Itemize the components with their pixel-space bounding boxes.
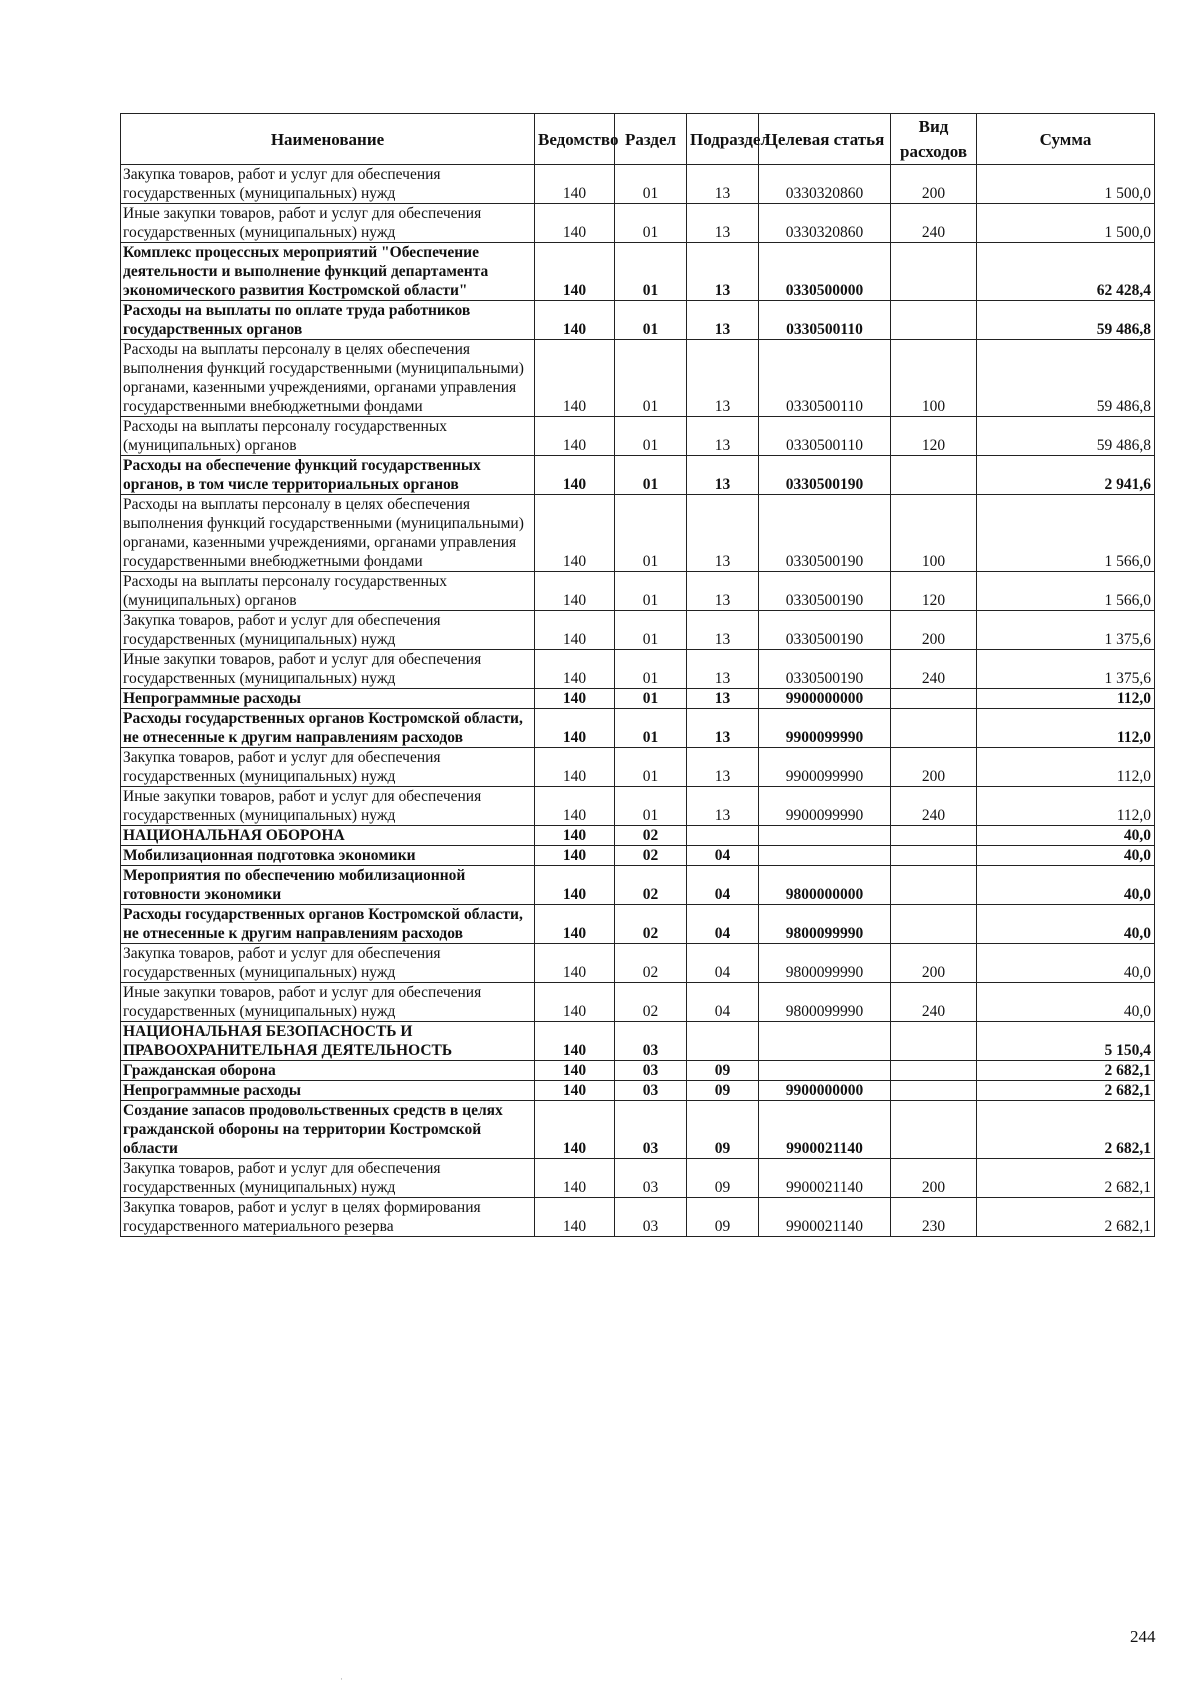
cell-section: 02 — [615, 866, 687, 905]
table-row — [121, 456, 1155, 495]
cell-subsection: 13 — [687, 787, 759, 826]
cell-kind — [891, 301, 977, 340]
cell-subsection: 04 — [687, 983, 759, 1022]
cell-subsection: 13 — [687, 495, 759, 572]
cell-target: 0330320860 — [759, 165, 891, 204]
cell-target — [759, 1061, 891, 1081]
cell-name: Расходы на обеспечение функций государственных органов, в том числе территориальных органов — [121, 456, 535, 495]
cell-target: 0330500110 — [759, 417, 891, 456]
cell-target: 0330320860 — [759, 204, 891, 243]
cell-section: 02 — [615, 846, 687, 866]
table-row — [121, 709, 1155, 748]
cell-kind: 200 — [891, 611, 977, 650]
cell-dept: 140 — [535, 1101, 615, 1159]
cell-dept: 140 — [535, 417, 615, 456]
cell-target: 9900021140 — [759, 1101, 891, 1159]
cell-sum: 1 375,6 — [977, 650, 1155, 689]
cell-dept: 140 — [535, 846, 615, 866]
cell-kind — [891, 456, 977, 495]
cell-target: 0330500190 — [759, 456, 891, 495]
cell-section: 02 — [615, 944, 687, 983]
cell-section: 01 — [615, 689, 687, 709]
cell-sum: 62 428,4 — [977, 243, 1155, 301]
cell-name: Расходы на выплаты персоналу государственных (муниципальных) органов — [121, 417, 535, 456]
cell-sum: 59 486,8 — [977, 340, 1155, 417]
budget-table — [120, 113, 1155, 1237]
cell-subsection: 13 — [687, 301, 759, 340]
cell-subsection: 09 — [687, 1159, 759, 1198]
cell-name: Закупка товаров, работ и услуг для обеспечения государственных (муниципальных) нужд — [121, 611, 535, 650]
cell-section: 01 — [615, 495, 687, 572]
cell-subsection: 13 — [687, 611, 759, 650]
cell-kind: 240 — [891, 650, 977, 689]
cell-sum: 40,0 — [977, 866, 1155, 905]
table-row — [121, 1022, 1155, 1061]
cell-dept: 140 — [535, 866, 615, 905]
cell-sum: 2 682,1 — [977, 1101, 1155, 1159]
table-row — [121, 1198, 1155, 1237]
cell-target: 0330500190 — [759, 611, 891, 650]
cell-dept: 140 — [535, 1198, 615, 1237]
header-sum: Сумма — [977, 114, 1155, 165]
table-row — [121, 866, 1155, 905]
cell-section: 01 — [615, 748, 687, 787]
table-row — [121, 495, 1155, 572]
cell-target — [759, 846, 891, 866]
cell-name: Создание запасов продовольственных средств в целях гражданской обороны на территории Костромской области — [121, 1101, 535, 1159]
budget-table-sheet — [120, 113, 1154, 1237]
cell-dept: 140 — [535, 1061, 615, 1081]
cell-dept: 140 — [535, 611, 615, 650]
cell-target: 9900000000 — [759, 1081, 891, 1101]
cell-section: 01 — [615, 340, 687, 417]
cell-kind — [891, 689, 977, 709]
cell-subsection: 13 — [687, 456, 759, 495]
table-row — [121, 204, 1155, 243]
cell-kind — [891, 866, 977, 905]
cell-subsection: 13 — [687, 709, 759, 748]
cell-section: 01 — [615, 650, 687, 689]
cell-sum: 59 486,8 — [977, 417, 1155, 456]
cell-target — [759, 826, 891, 846]
cell-sum: 2 941,6 — [977, 456, 1155, 495]
table-row — [121, 905, 1155, 944]
cell-section: 03 — [615, 1101, 687, 1159]
table-row — [121, 944, 1155, 983]
header-name: Наименование — [121, 114, 535, 165]
cell-kind: 240 — [891, 787, 977, 826]
cell-subsection: 04 — [687, 944, 759, 983]
cell-name: Расходы на выплаты по оплате труда работников государственных органов — [121, 301, 535, 340]
cell-sum: 40,0 — [977, 905, 1155, 944]
cell-sum: 40,0 — [977, 983, 1155, 1022]
cell-subsection: 13 — [687, 572, 759, 611]
cell-subsection: 13 — [687, 340, 759, 417]
cell-section: 03 — [615, 1159, 687, 1198]
cell-sum: 1 375,6 — [977, 611, 1155, 650]
cell-dept: 140 — [535, 787, 615, 826]
cell-dept: 140 — [535, 301, 615, 340]
cell-kind — [891, 905, 977, 944]
cell-sum: 112,0 — [977, 787, 1155, 826]
cell-sum: 40,0 — [977, 846, 1155, 866]
cell-subsection: 13 — [687, 689, 759, 709]
cell-target: 9800099990 — [759, 944, 891, 983]
cell-section: 01 — [615, 787, 687, 826]
cell-kind — [891, 1101, 977, 1159]
cell-sum: 59 486,8 — [977, 301, 1155, 340]
cell-section: 03 — [615, 1081, 687, 1101]
cell-name: Иные закупки товаров, работ и услуг для обеспечения государственных (муниципальных) нужд — [121, 787, 535, 826]
cell-dept: 140 — [535, 944, 615, 983]
cell-name: Расходы государственных органов Костромской области, не отнесенные к другим направлениям расходов — [121, 905, 535, 944]
cell-kind — [891, 1061, 977, 1081]
cell-kind — [891, 709, 977, 748]
cell-dept: 140 — [535, 1081, 615, 1101]
cell-sum: 40,0 — [977, 944, 1155, 983]
cell-name: Закупка товаров, работ и услуг для обеспечения государственных (муниципальных) нужд — [121, 1159, 535, 1198]
cell-section: 01 — [615, 611, 687, 650]
cell-target: 9900099990 — [759, 787, 891, 826]
cell-kind: 120 — [891, 572, 977, 611]
table-row — [121, 1061, 1155, 1081]
cell-sum: 2 682,1 — [977, 1081, 1155, 1101]
table-row — [121, 689, 1155, 709]
header-target: Целевая статья — [759, 114, 891, 165]
cell-section: 01 — [615, 709, 687, 748]
cell-name: Иные закупки товаров, работ и услуг для обеспечения государственных (муниципальных) нужд — [121, 983, 535, 1022]
cell-section: 03 — [615, 1198, 687, 1237]
table-row — [121, 787, 1155, 826]
cell-section: 01 — [615, 165, 687, 204]
cell-dept: 140 — [535, 204, 615, 243]
cell-section: 03 — [615, 1061, 687, 1081]
cell-sum: 2 682,1 — [977, 1198, 1155, 1237]
cell-kind: 200 — [891, 748, 977, 787]
cell-sum: 40,0 — [977, 826, 1155, 846]
cell-dept: 140 — [535, 1022, 615, 1061]
cell-section: 02 — [615, 826, 687, 846]
cell-kind — [891, 826, 977, 846]
cell-target: 0330500110 — [759, 340, 891, 417]
cell-name: Мобилизационная подготовка экономики — [121, 846, 535, 866]
cell-kind — [891, 846, 977, 866]
cell-kind: 200 — [891, 1159, 977, 1198]
table-row — [121, 983, 1155, 1022]
cell-kind: 240 — [891, 983, 977, 1022]
cell-name: Закупка товаров, работ и услуг для обеспечения государственных (муниципальных) нужд — [121, 165, 535, 204]
cell-name: Мероприятия по обеспечению мобилизационной готовности экономики — [121, 866, 535, 905]
table-row — [121, 243, 1155, 301]
cell-target: 9800099990 — [759, 905, 891, 944]
cell-section: 02 — [615, 983, 687, 1022]
cell-name: Иные закупки товаров, работ и услуг для обеспечения государственных (муниципальных) нужд — [121, 650, 535, 689]
cell-name: Расходы государственных органов Костромской области, не отнесенные к другим направлениям расходов — [121, 709, 535, 748]
cell-subsection: 13 — [687, 165, 759, 204]
cell-subsection: 13 — [687, 417, 759, 456]
cell-kind: 200 — [891, 165, 977, 204]
cell-section: 01 — [615, 456, 687, 495]
cell-subsection — [687, 1022, 759, 1061]
cell-target: 9900021140 — [759, 1198, 891, 1237]
header-kind: Вид расходов — [891, 114, 977, 165]
cell-kind: 100 — [891, 495, 977, 572]
cell-section: 03 — [615, 1022, 687, 1061]
table-row — [121, 748, 1155, 787]
cell-sum: 2 682,1 — [977, 1061, 1155, 1081]
cell-name: Закупка товаров, работ и услуг для обеспечения государственных (муниципальных) нужд — [121, 748, 535, 787]
cell-subsection: 09 — [687, 1081, 759, 1101]
cell-subsection: 04 — [687, 866, 759, 905]
cell-sum: 1 566,0 — [977, 572, 1155, 611]
header-dept: Ведомство — [535, 114, 615, 165]
cell-dept: 140 — [535, 983, 615, 1022]
cell-kind — [891, 1022, 977, 1061]
cell-dept: 140 — [535, 826, 615, 846]
cell-dept: 140 — [535, 905, 615, 944]
cell-subsection: 09 — [687, 1061, 759, 1081]
cell-target: 9900099990 — [759, 709, 891, 748]
cell-name: Гражданская оборона — [121, 1061, 535, 1081]
table-header-row — [121, 114, 1155, 165]
cell-section: 01 — [615, 204, 687, 243]
cell-target: 9900000000 — [759, 689, 891, 709]
cell-dept: 140 — [535, 243, 615, 301]
cell-subsection: 09 — [687, 1101, 759, 1159]
cell-section: 01 — [615, 301, 687, 340]
cell-name: Расходы на выплаты персоналу в целях обеспечения выполнения функций государственными (муниципальными) органами, казенными учреждениями, органами управления государственными внебюджетными фондами — [121, 340, 535, 417]
table-row — [121, 1159, 1155, 1198]
table-row — [121, 650, 1155, 689]
cell-sum: 5 150,4 — [977, 1022, 1155, 1061]
cell-kind: 100 — [891, 340, 977, 417]
table-row — [121, 846, 1155, 866]
cell-name: НАЦИОНАЛЬНАЯ БЕЗОПАСНОСТЬ И ПРАВООХРАНИТЕЛЬНАЯ ДЕЯТЕЛЬНОСТЬ — [121, 1022, 535, 1061]
cell-target: 9800000000 — [759, 866, 891, 905]
cell-subsection: 13 — [687, 650, 759, 689]
cell-target: 9900099990 — [759, 748, 891, 787]
table-body — [121, 165, 1155, 1237]
cell-sum: 112,0 — [977, 689, 1155, 709]
cell-section: 01 — [615, 417, 687, 456]
cell-name: Расходы на выплаты персоналу в целях обеспечения выполнения функций государственными (муниципальными) органами, казенными учреждениями, органами управления государственными внебюджетными фондами — [121, 495, 535, 572]
cell-kind: 240 — [891, 204, 977, 243]
cell-sum: 112,0 — [977, 709, 1155, 748]
cell-subsection: 13 — [687, 243, 759, 301]
cell-name: Закупка товаров, работ и услуг для обеспечения государственных (муниципальных) нужд — [121, 944, 535, 983]
cell-dept: 140 — [535, 650, 615, 689]
cell-dept: 140 — [535, 709, 615, 748]
cell-name: Комплекс процессных мероприятий "Обеспечение деятельности и выполнение функций департамента экономического развития Костромской области" — [121, 243, 535, 301]
cell-dept: 140 — [535, 165, 615, 204]
cell-subsection: 13 — [687, 204, 759, 243]
header-section: Раздел — [615, 114, 687, 165]
table-row — [121, 1101, 1155, 1159]
cell-kind — [891, 1081, 977, 1101]
cell-subsection: 04 — [687, 905, 759, 944]
cell-name: Иные закупки товаров, работ и услуг для обеспечения государственных (муниципальных) нужд — [121, 204, 535, 243]
table-row — [121, 340, 1155, 417]
cell-subsection: 13 — [687, 748, 759, 787]
page-number: 244 — [1130, 1627, 1156, 1646]
cell-subsection: 04 — [687, 846, 759, 866]
table-row — [121, 417, 1155, 456]
cell-sum: 1 500,0 — [977, 204, 1155, 243]
cell-dept: 140 — [535, 495, 615, 572]
cell-name: Непрограммные расходы — [121, 689, 535, 709]
scan-speck: · — [340, 1674, 343, 1684]
cell-kind: 200 — [891, 944, 977, 983]
cell-dept: 140 — [535, 748, 615, 787]
cell-subsection: 09 — [687, 1198, 759, 1237]
cell-target: 0330500000 — [759, 243, 891, 301]
cell-target: 0330500190 — [759, 650, 891, 689]
cell-sum: 2 682,1 — [977, 1159, 1155, 1198]
table-row — [121, 165, 1155, 204]
cell-target: 9800099990 — [759, 983, 891, 1022]
table-row — [121, 1081, 1155, 1101]
cell-sum: 112,0 — [977, 748, 1155, 787]
cell-target — [759, 1022, 891, 1061]
cell-dept: 140 — [535, 572, 615, 611]
cell-dept: 140 — [535, 689, 615, 709]
cell-section: 01 — [615, 572, 687, 611]
cell-dept: 140 — [535, 340, 615, 417]
cell-kind — [891, 243, 977, 301]
cell-dept: 140 — [535, 456, 615, 495]
cell-name: Закупка товаров, работ и услуг в целях формирования государственного материального резерва — [121, 1198, 535, 1237]
cell-sum: 1 566,0 — [977, 495, 1155, 572]
cell-name: НАЦИОНАЛЬНАЯ ОБОРОНА — [121, 826, 535, 846]
table-row — [121, 611, 1155, 650]
cell-target: 0330500190 — [759, 572, 891, 611]
cell-target: 0330500110 — [759, 301, 891, 340]
header-subsection: Подраздел — [687, 114, 759, 165]
cell-target: 0330500190 — [759, 495, 891, 572]
cell-section: 02 — [615, 905, 687, 944]
table-row — [121, 301, 1155, 340]
cell-name: Непрограммные расходы — [121, 1081, 535, 1101]
cell-subsection — [687, 826, 759, 846]
table-row — [121, 572, 1155, 611]
cell-target: 9900021140 — [759, 1159, 891, 1198]
cell-dept: 140 — [535, 1159, 615, 1198]
table-row — [121, 826, 1155, 846]
cell-section: 01 — [615, 243, 687, 301]
cell-kind: 120 — [891, 417, 977, 456]
cell-sum: 1 500,0 — [977, 165, 1155, 204]
cell-name: Расходы на выплаты персоналу государственных (муниципальных) органов — [121, 572, 535, 611]
cell-kind: 230 — [891, 1198, 977, 1237]
